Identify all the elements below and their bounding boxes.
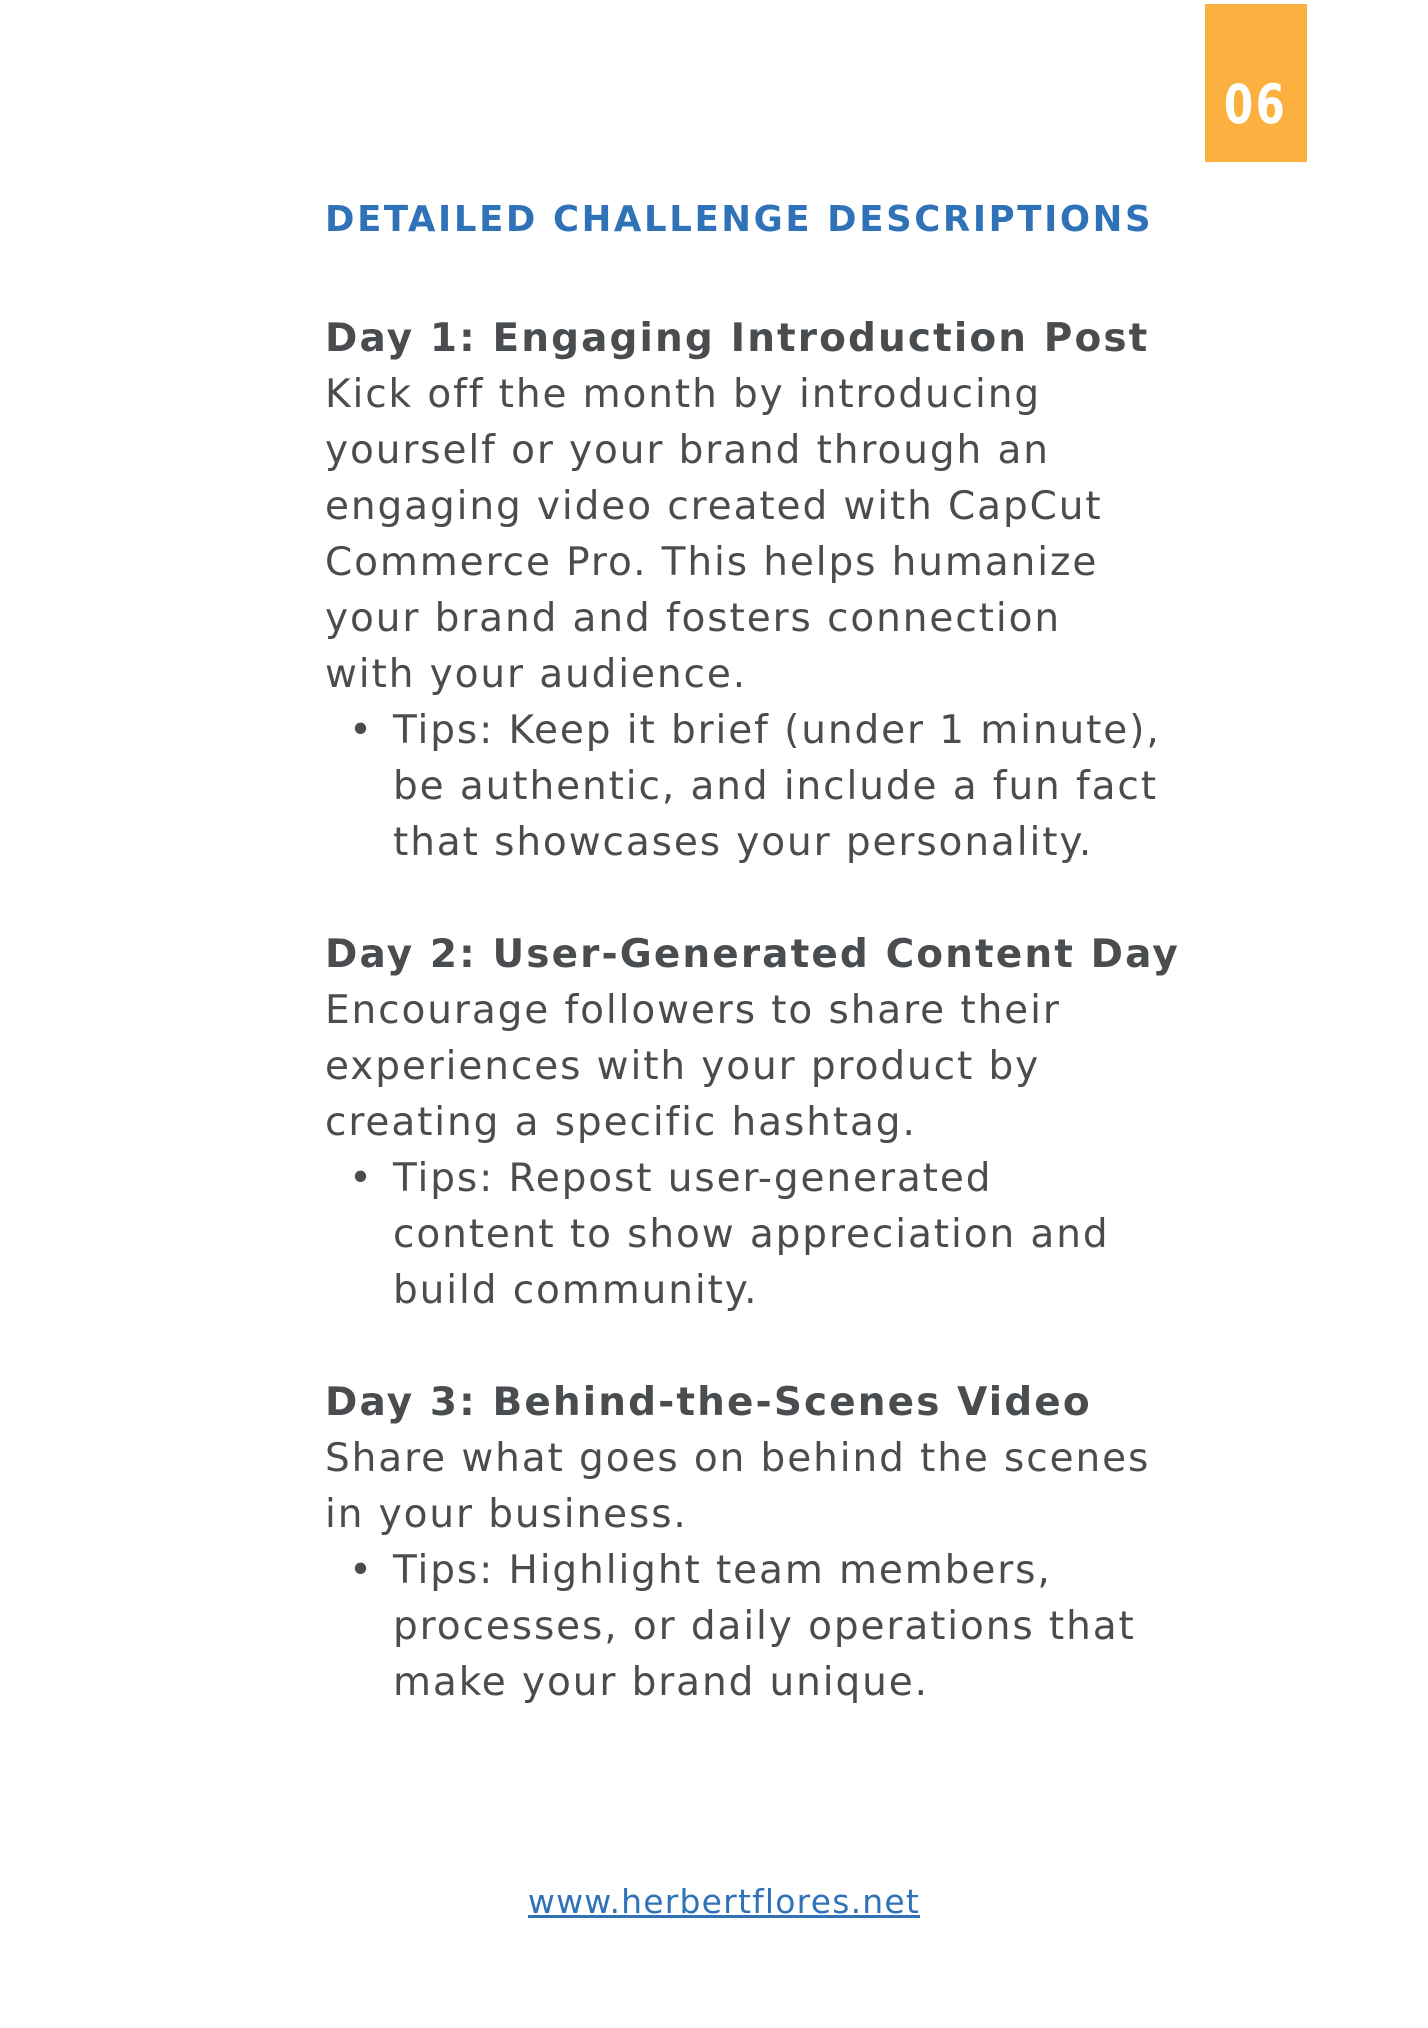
page-number-tab [1205, 4, 1307, 162]
main-content [325, 195, 1180, 1711]
tip-item [325, 703, 1165, 871]
tip-text: Tips: Highlight team members, processes, or daily operations that make your brand unique. [393, 1548, 1136, 1705]
tips-list [325, 1543, 1165, 1711]
challenge-title: Day 1: Engaging Introduction Post [325, 316, 1150, 361]
tips-list [325, 703, 1165, 871]
bullet-icon: • [349, 708, 374, 753]
challenge-day-3 [325, 1375, 1165, 1711]
tip-item [325, 1543, 1165, 1711]
bullet-icon: • [349, 1156, 374, 1201]
challenge-title: Day 3: Behind-the-Scenes Video [325, 1380, 1092, 1425]
challenge-description: Kick off the month by introducing yourself or your brand through an engaging video created with CapCut Commerce Pro. This helps humanize your brand and fosters connection with your audience. [325, 372, 1103, 697]
tips-list [325, 1151, 1165, 1319]
challenge-title: Day 2: User-Generated Content Day [325, 932, 1180, 977]
challenge-day-1 [325, 311, 1165, 871]
challenge-description: Share what goes on behind the scenes in your business. [325, 1436, 1151, 1537]
section-heading: DETAILED CHALLENGE DESCRIPTIONS [325, 199, 1154, 240]
tip-text: Tips: Repost user-generated content to show appreciation and build community. [393, 1156, 1110, 1313]
tip-text: Tips: Keep it brief (under 1 minute), be authentic, and include a fun fact that showcases your personality. [393, 708, 1161, 865]
challenge-description: Encourage followers to share their experiences with your product by creating a specific hashtag. [325, 988, 1061, 1145]
bullet-icon: • [349, 1548, 374, 1593]
tip-item [325, 1151, 1165, 1319]
page-number: 06 [1224, 73, 1288, 136]
challenge-day-2 [325, 927, 1180, 1319]
website-link[interactable]: www.herbertflores.net [527, 1882, 921, 1921]
